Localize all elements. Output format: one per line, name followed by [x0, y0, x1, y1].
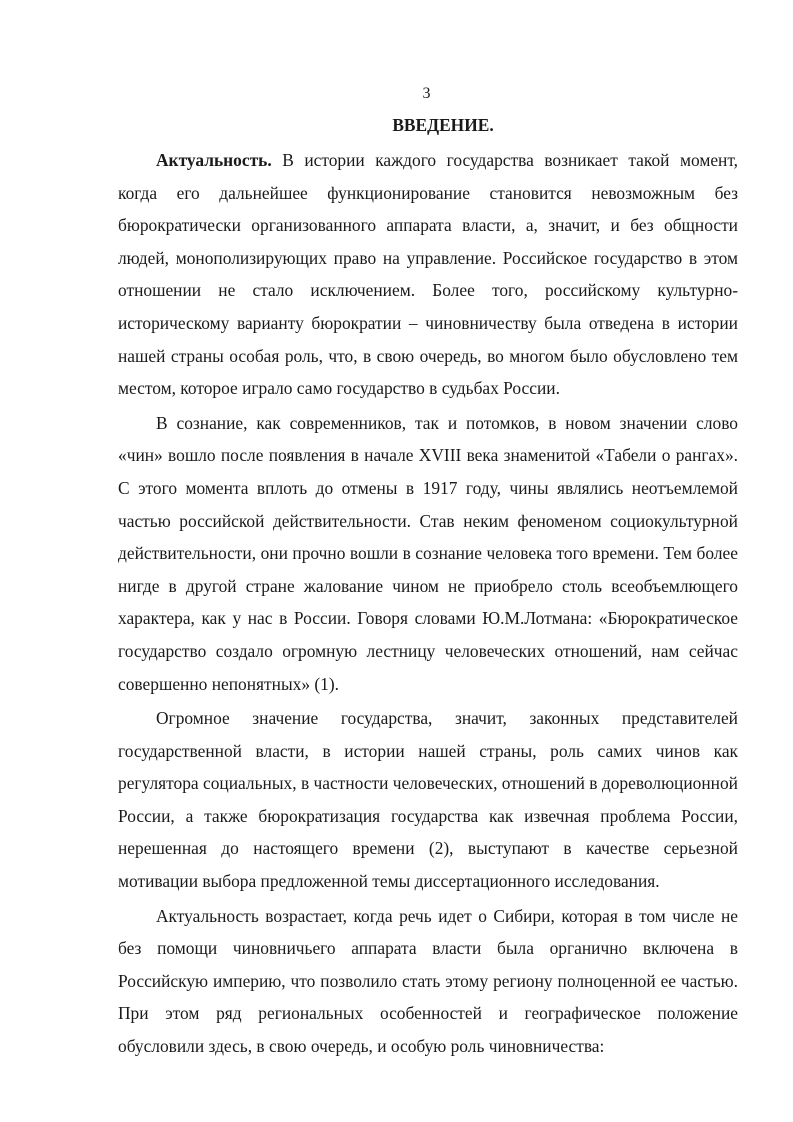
paragraph-siberia — [118, 900, 738, 1063]
paragraph-chin — [118, 407, 738, 700]
paragraph-state-role — [118, 702, 738, 898]
paragraph-relevance — [118, 144, 738, 405]
section-heading: ВВЕДЕНИЕ. — [392, 115, 494, 135]
paragraph-text: В сознание, как современников, так и потомков, в новом значении слово «чин» вошло после появления в начале XVIII века знаменитой «Табели о рангах». С этого момента вплоть до отмены в 1917 году, чины являлись неотъемлемой частью российской действительности. Став неким феноменом социокультурной действительности, они прочно вошли в сознание человека того времени. Тем более нигде в другой стране жалование чином не приобрело столь всеобъемлющего характера, как у нас в России. Говоря словами Ю.М.Лотмана: «Бюрократическое государство создало огромную лестницу человеческих отношений, нам сейчас совершенно непонятных» (1). — [118, 412, 738, 694]
body-text — [118, 144, 738, 1063]
paragraph-text: Огромное значение государства, значит, законных представителей государственной власти, в истории нашей страны, роль самих чинов как регулятора социальных, в частности человеческих, отношений в дореволюционной России, а также бюрократизация государства как извечная проблема России, нерешенная до настоящего времени (2), выступают в качестве серьезной мотивации выбора предложенной темы диссертационного исследования. — [118, 708, 738, 892]
paragraph-text: Актуальность возрастает, когда речь идет о Сибири, которая в том числе не без помощи чиновничьего аппарата власти была органично включена в Российскую империю, что позволило стать этому региону полноценной ее частью. При этом ряд региональных особенностей и географическое положение обусловили здесь, в свою очередь, и особую роль чиновничества: — [118, 905, 738, 1057]
paragraph-text: В истории каждого государства возникает такой момент, когда его дальнейшее функционирование становится невозможным без бюрократически организованного аппарата власти, а, значит, и без общности людей, монополизирующих право на управление. Российское государство в этом отношении не стало исключением. Более того, российскому культурно-историческому варианту бюрократии – чиновничеству была отведена в истории нашей страны особая роль, что, в свою очередь, во многом было обусловлено тем местом, которое играло само государство в судьбах России. — [118, 150, 738, 399]
paragraph-lead: Актуальность. — [156, 150, 272, 170]
page-number: 3 — [422, 85, 431, 102]
